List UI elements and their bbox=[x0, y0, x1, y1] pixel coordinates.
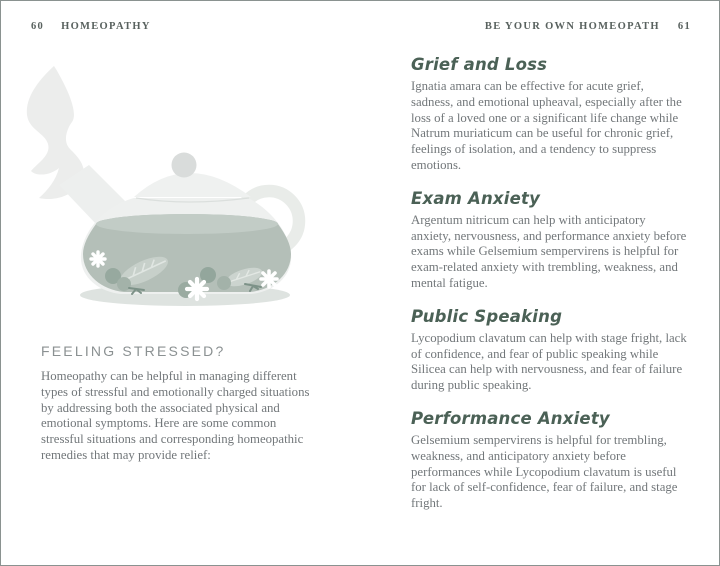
section-body: Argentum nitricum can help with anticipatory anxiety, nervousness, and performance anxiety before exams while Gelsemium sempervirens is helpful for exam-related anxiety with trembling, weakness, and mental fatigue. bbox=[411, 212, 687, 290]
left-section-paragraph: Homeopathy can be helpful in managing different types of stressful and emotionally charged situations by addressing both the associated physical and emotional symptoms. Here are some common stressful situations and corresponding homeopathic remedies that may provide relief: bbox=[41, 369, 310, 462]
daisy-flower-icon bbox=[187, 279, 207, 299]
right-page-number: 61 bbox=[677, 21, 691, 32]
section-exam-anxiety bbox=[411, 188, 687, 292]
section-body: Ignatia amara can be effective for acute grief, sadness, and emotional upheaval, especially after the loss of a loved one or a significant life change while Natrum muriaticum can be useful for chronic grief, feelings of isolation, and a tendency to suppress emotions. bbox=[411, 79, 682, 172]
section-body: Gelsemium sempervirens is helpful for trembling, weakness, and anticipatory anxiety before performances while Lycopodium clavatum is useful for lack of self-confidence, fear of failure, and stage fright. bbox=[411, 432, 678, 511]
feeling-stressed-section bbox=[41, 342, 341, 464]
teapot-knob bbox=[172, 153, 197, 178]
tea-surface bbox=[96, 214, 278, 234]
section-body: Lycopodium clavatum can help with stage fright, lack of confidence, and fear of public speaking while Silicea can help with nervousness, and fear of failure during public speaking. bbox=[411, 330, 687, 393]
right-running-header bbox=[485, 21, 691, 32]
section-grief-and-loss bbox=[411, 54, 687, 174]
daisy-flower-icon bbox=[261, 271, 277, 287]
section-title: Performance Anxiety bbox=[411, 408, 610, 428]
section-performance-anxiety bbox=[411, 408, 687, 512]
teapot-lid bbox=[134, 173, 251, 197]
section-title: Exam Anxiety bbox=[411, 188, 541, 208]
left-header-title: HOMEOPATHY bbox=[61, 21, 151, 32]
right-page-column bbox=[411, 54, 687, 526]
section-title: Public Speaking bbox=[411, 306, 563, 326]
left-page-number: 60 bbox=[31, 21, 45, 32]
daisy-flower-icon bbox=[91, 252, 105, 266]
section-public-speaking bbox=[411, 306, 687, 394]
left-running-header bbox=[31, 21, 151, 32]
berry-icon bbox=[200, 267, 216, 283]
berry-icon bbox=[217, 276, 231, 290]
right-header-title: BE YOUR OWN HOMEOPATH bbox=[484, 21, 660, 32]
left-section-title: FEELING STRESSED? bbox=[41, 343, 226, 359]
section-title: Grief and Loss bbox=[411, 55, 548, 74]
teapot-illustration bbox=[11, 49, 351, 311]
